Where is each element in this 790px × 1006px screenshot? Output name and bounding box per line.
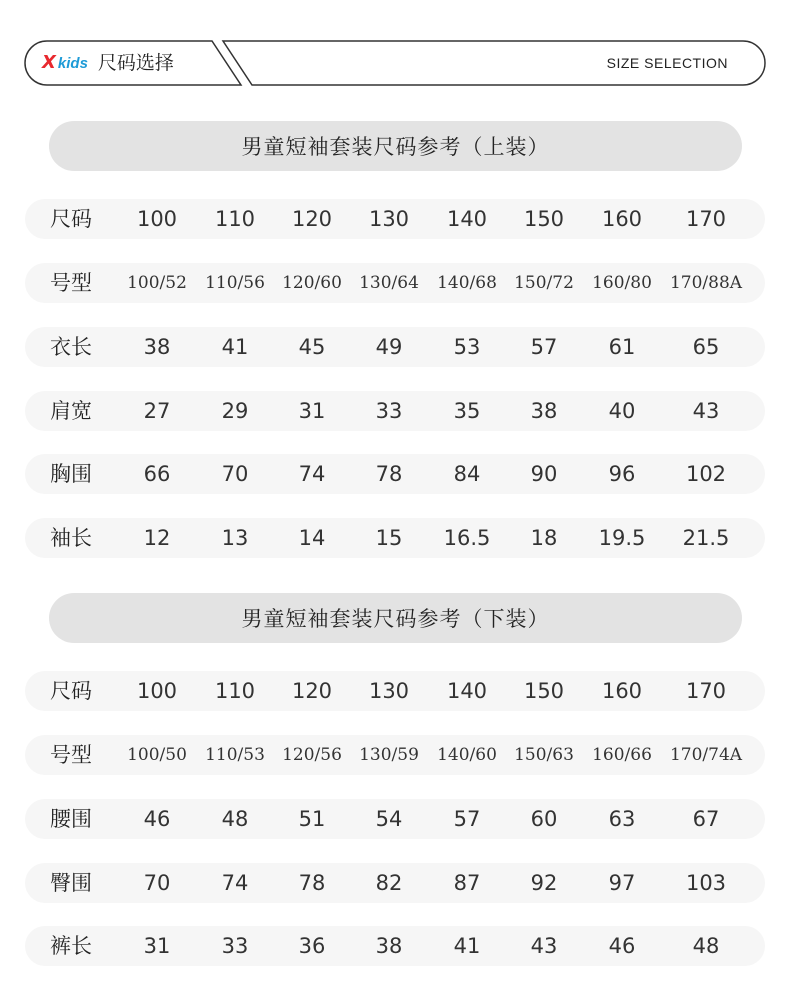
table-cell: 38: [530, 399, 558, 423]
table-cell: 130/59: [359, 745, 419, 765]
table-row: [25, 863, 765, 903]
table-cell: 130: [368, 679, 410, 703]
table-cell: 54: [375, 807, 403, 831]
table-cell: 100: [136, 207, 178, 231]
table-cell: 96: [608, 462, 636, 486]
row-label: 衣长: [50, 335, 92, 359]
table-cell: 100: [136, 679, 178, 703]
table-cell: 87: [453, 871, 481, 895]
table-cell: 92: [530, 871, 558, 895]
table-cell: 78: [375, 462, 403, 486]
table-cell: 150: [523, 679, 565, 703]
table-row: [25, 926, 765, 966]
table-row: [25, 327, 765, 367]
table-cell: 46: [608, 934, 636, 958]
table-cell: 49: [375, 335, 403, 359]
row-label: 号型: [50, 743, 92, 767]
table-cell: 90: [530, 462, 558, 486]
table-cell: 140: [446, 207, 488, 231]
table-cell: 63: [608, 807, 636, 831]
table-cell: 53: [453, 335, 481, 359]
table-cell: 140: [446, 679, 488, 703]
row-label: 袖长: [50, 526, 92, 550]
table-cell: 27: [143, 399, 171, 423]
table-cell: 120/56: [282, 745, 342, 765]
table-cell: 70: [143, 871, 171, 895]
table-cell: 29: [221, 399, 249, 423]
table-cell: 38: [143, 335, 171, 359]
table-title: 男童短袖套装尺码参考（下装）: [49, 593, 742, 643]
table-cell: 170: [685, 207, 727, 231]
table-cell: 43: [692, 399, 720, 423]
table-cell: 57: [530, 335, 558, 359]
table-cell: 61: [608, 335, 636, 359]
table-cell: 19.5: [598, 526, 646, 550]
table-cell: 35: [453, 399, 481, 423]
header-frame: [0, 0, 790, 100]
table-row: [25, 518, 765, 558]
table-cell: 57: [453, 807, 481, 831]
table-cell: 46: [143, 807, 171, 831]
table-cell: 33: [375, 399, 403, 423]
table-cell: 67: [692, 807, 720, 831]
table-cell: 48: [221, 807, 249, 831]
table-cell: 12: [143, 526, 171, 550]
table-cell: 82: [375, 871, 403, 895]
table-cell: 102: [685, 462, 727, 486]
table-cell: 16.5: [443, 526, 491, 550]
table-cell: 31: [298, 399, 326, 423]
table-cell: 150/63: [514, 745, 574, 765]
table-cell: 170/88A: [669, 273, 743, 293]
table-cell: 150: [523, 207, 565, 231]
table-cell: 170: [685, 679, 727, 703]
table-cell: 150/72: [514, 273, 574, 293]
table-cell: 120: [291, 207, 333, 231]
brand-logo: [42, 52, 174, 74]
table-cell: 31: [143, 934, 171, 958]
row-label: 胸围: [50, 462, 92, 486]
row-label: 臀围: [50, 871, 92, 895]
table-row: [25, 799, 765, 839]
table-row: [25, 391, 765, 431]
table-cell: 120: [291, 679, 333, 703]
table-cell: 100/50: [127, 745, 187, 765]
kids-logo-text: kids: [57, 54, 88, 72]
row-label: 腰围: [50, 807, 92, 831]
page-subtitle: SIZE SELECTION: [606, 55, 728, 71]
table-cell: 43: [530, 934, 558, 958]
table-cell: 33: [221, 934, 249, 958]
table-cell: 130: [368, 207, 410, 231]
table-cell: 18: [530, 526, 558, 550]
table-cell: 41: [221, 335, 249, 359]
table-cell: 36: [298, 934, 326, 958]
table-cell: 140/68: [437, 273, 497, 293]
row-label: 号型: [50, 271, 92, 295]
table-cell: 160: [601, 679, 643, 703]
table-cell: 40: [608, 399, 636, 423]
table-cell: 70: [221, 462, 249, 486]
table-cell: 84: [453, 462, 481, 486]
table-cell: 14: [298, 526, 326, 550]
table-cell: 21.5: [682, 526, 730, 550]
table-cell: 140/60: [437, 745, 497, 765]
table-cell: 110: [214, 679, 256, 703]
table-cell: 160/66: [592, 745, 652, 765]
table-cell: 65: [692, 335, 720, 359]
table-cell: 100/52: [127, 273, 187, 293]
row-label: 尺码: [50, 207, 92, 231]
table-cell: 110/56: [205, 273, 265, 293]
table-cell: 38: [375, 934, 403, 958]
table-cell: 78: [298, 871, 326, 895]
table-row: [25, 454, 765, 494]
table-cell: 41: [453, 934, 481, 958]
table-cell: 130/64: [359, 273, 419, 293]
table-cell: 170/74A: [669, 745, 743, 765]
table-cell: 51: [298, 807, 326, 831]
table-cell: 97: [608, 871, 636, 895]
xtep-logo-mark: X: [42, 52, 56, 73]
table-cell: 160/80: [592, 273, 652, 293]
table-cell: 110: [214, 207, 256, 231]
table-cell: 103: [685, 871, 727, 895]
table-cell: 160: [601, 207, 643, 231]
table-cell: 120/60: [282, 273, 342, 293]
row-label: 肩宽: [50, 399, 92, 423]
row-label: 尺码: [50, 679, 92, 703]
table-row: [25, 199, 765, 239]
table-row: [25, 263, 765, 303]
table-row: [25, 735, 765, 775]
table-cell: 74: [221, 871, 249, 895]
table-cell: 110/53: [205, 745, 265, 765]
table-cell: 48: [692, 934, 720, 958]
table-cell: 74: [298, 462, 326, 486]
table-cell: 60: [530, 807, 558, 831]
table-title: 男童短袖套装尺码参考（上装）: [49, 121, 742, 171]
table-row: [25, 671, 765, 711]
table-cell: 66: [143, 462, 171, 486]
page-header: [0, 0, 790, 100]
page-title: 尺码选择: [97, 51, 174, 74]
row-label: 裤长: [50, 934, 92, 958]
table-cell: 13: [221, 526, 249, 550]
table-cell: 45: [298, 335, 326, 359]
table-cell: 15: [375, 526, 403, 550]
